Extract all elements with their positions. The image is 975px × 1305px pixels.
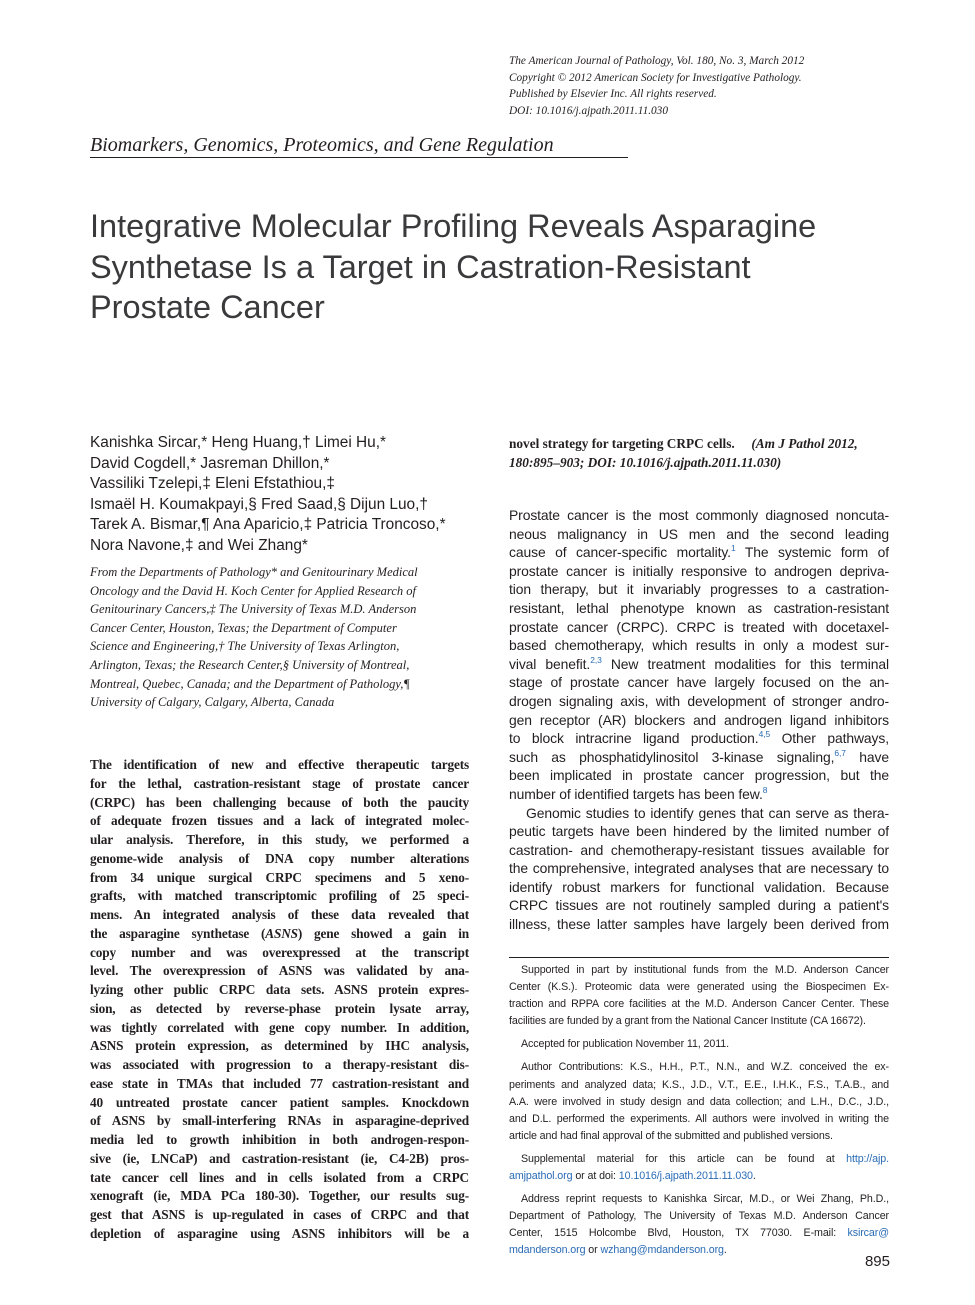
abstract-closing-text: novel strategy for targeting CRPC cells. (509, 436, 735, 451)
reference-marker[interactable]: 8 (762, 784, 768, 795)
abstract-line: xenograft (ie, MDA PCa 180-30). Together, our results sug- (90, 1188, 469, 1204)
body-line-text: such as phosphatidylinositol 3-kinase signaling, (509, 748, 835, 765)
abstract-line: The identification of new and effective therapeutic targets (90, 757, 469, 772)
body-line (509, 655, 889, 674)
body-line-text: to block intracrine ligand production. (509, 730, 759, 747)
doi-line: DOI: 10.1016/j.ajpath.2011.11.030 (509, 104, 668, 117)
body-text (509, 506, 889, 934)
abstract-line: tate cancer cell lines and in cells isolated from a CRPC (90, 1169, 469, 1185)
body-line (509, 692, 889, 711)
author-line: Kanishka Sircar,* Heng Huang,† Limei Hu,* (90, 434, 386, 451)
abstract-line: the asparagine synthetase (ASNS) gene showed a gain in (90, 925, 469, 941)
abstract-line: ease state in TMAs that included 77 castration-resistant and (90, 1075, 469, 1091)
accepted-footnote (509, 1036, 889, 1053)
body-line-text: stage of prostate cancer have largely focused on the an- (509, 674, 889, 691)
reference-marker[interactable]: 6,7 (834, 747, 846, 758)
body-line-text: prostate cancer (CRPC). CRPC is treated with docetaxel- (509, 618, 889, 635)
abstract-citation (509, 434, 889, 472)
body-line (509, 580, 889, 599)
body-line (509, 636, 889, 655)
abstract-line: mens. An integrated analysis of these data revealed that (90, 907, 469, 922)
body-line: peutic targets have been hindered by the limited number of (509, 823, 889, 840)
footnote-line: Center (K.S.). Proteomic data were generated using the Biospecimen Ex- (509, 981, 889, 994)
abstract (90, 756, 469, 1244)
article-title (90, 206, 890, 328)
page-number: 895 (864, 1253, 890, 1270)
footnote-line: traction and RPPA core facilities at the M.D. Anderson Cancer Center. These (509, 998, 889, 1011)
address-footnote (509, 1191, 889, 1259)
copyright-line: Copyright © 2012 American Society for Investigative Pathology. (509, 71, 802, 84)
body-line-text: prostate cancer is initially responsive to androgen depriva- (509, 562, 889, 579)
abstract-line: for the lethal, castration-resistant stage of prostate cancer (90, 775, 469, 791)
body-line (509, 785, 889, 804)
section-divider (90, 157, 628, 158)
author-line: David Cogdell,* Jasreman Dhillon,* (90, 454, 330, 472)
body-line-text: The systemic form of (735, 544, 889, 561)
abstract-line: (CRPC) has been challenging because of both the paucity (90, 794, 469, 810)
abstract-line: sion, as detected by reverse-phase protein lysate array, (90, 1000, 469, 1016)
affiliations (90, 563, 475, 712)
body-line-text: gen receptor (AR) blockers and androgen ligand inhibitors (509, 711, 889, 728)
reference-marker[interactable]: 1 (730, 543, 736, 554)
body-line-text: cause of cancer-specific mortality. (509, 544, 731, 561)
journal-meta (509, 53, 939, 119)
author-line: Vassiliki Tzelepi,‡ Eleni Efstathiou,‡ (90, 475, 335, 492)
body-line: illness, these latter samples have largely been derived from (509, 916, 889, 933)
email-link-zhang[interactable]: wzhang@mdanderson.org (600, 1244, 724, 1257)
footnote-line: and D.L. performed the experiments. All authors were involved in writing the (509, 1112, 889, 1125)
body-line-text: tion therapy, but it invariably progresses to a castration- (509, 581, 889, 598)
publisher-line: Published by Elsevier Inc. All rights reserved. (509, 88, 717, 101)
abstract-line: 40 untreated prostate cancer patient samples. Knockdown (90, 1094, 469, 1110)
body-line: castration- and chemotherapy-resistant tissues available for (509, 841, 889, 858)
citation-reference-continued: 180:895–903; DOI: 10.1016/j.ajpath.2011.11.030) (509, 455, 782, 470)
supplemental-text-mid: or at doi: (572, 1170, 619, 1183)
body-line-text: number of identified targets has been few. (509, 785, 763, 802)
email-link-sircar-domain[interactable]: mdanderson.org (509, 1244, 586, 1257)
footnote-line: article and had final approval of the submitted and published versions. (509, 1129, 833, 1142)
body-line-text: neous malignancy in US men and the second leading (509, 525, 889, 542)
abstract-line: gest that ASNS is up-regulated in cases of CRPC and that (90, 1207, 469, 1222)
contributions-footnote (509, 1059, 889, 1144)
body-line-text: been implicated in prostate cancer progression, but the (509, 767, 889, 784)
email-link-sircar[interactable]: ksircar@ (847, 1227, 889, 1240)
address-period: . (723, 1244, 727, 1257)
body-line (509, 525, 889, 544)
abstract-line: level. The overexpression of ASNS was validated by ana- (90, 963, 469, 979)
affiliation-line: From the Departments of Pathology* and Genitourinary Medical (90, 565, 418, 579)
body-line (509, 506, 889, 525)
supplemental-link[interactable]: http://ajp. (846, 1152, 889, 1165)
footnote-line: Supported in part by institutional funds from the M.D. Anderson Cancer (521, 964, 889, 976)
supplemental-period: . (752, 1170, 756, 1183)
doi-link[interactable]: 10.1016/j.ajpath.2011.11.030 (618, 1170, 753, 1183)
affiliation-line: Cancer Center, Houston, Texas; the Department of Computer (90, 620, 397, 635)
address-line: Center, 1515 Holcombe Blvd, Houston, TX 77030. E-mail: (509, 1227, 837, 1240)
abstract-line: ASNS protein expression, as determined by IHC analysis, (90, 1038, 469, 1054)
journal-citation: The American Journal of Pathology, Vol. 180, No. 3, March 2012 (509, 55, 805, 67)
body-line (509, 729, 889, 748)
author-line: Ismaël H. Koumakpayi,§ Fred Saad,§ Dijun Luo,† (90, 495, 428, 513)
abstract-line: sive (ie, LNCaP) and castration-resistant (ie, C4-2B) pros- (90, 1150, 469, 1166)
abstract-line: of ASNS by small-interfering RNAs in asparagine-deprived (90, 1113, 469, 1129)
title-line: Prostate Cancer (90, 289, 325, 325)
address-or: or (585, 1244, 601, 1257)
body-line-text: vival benefit. (509, 655, 591, 672)
body-line-text: have (845, 748, 889, 765)
abstract-line: was tightly correlated with gene copy number. In addition, (90, 1019, 469, 1035)
reference-marker[interactable]: 2,3 (590, 654, 602, 665)
body-line (509, 562, 889, 581)
body-line: the comprehensive, integrated analyses that are necessary to (509, 860, 889, 877)
abstract-line: lyzing other public CRPC data sets. ASNS protein expres- (90, 982, 469, 997)
affiliation-line: University of Calgary, Calgary, Alberta, Canada (90, 695, 335, 710)
footnote-divider (509, 957, 889, 958)
body-line: Genomic studies to identify genes that can serve as thera- (526, 804, 889, 821)
body-line: identify robust markers for functional validation. Because (509, 878, 889, 895)
author-line: Tarek A. Bismar,¶ Ana Aparicio,‡ Patricia Troncoso,* (90, 516, 446, 533)
address-line: Address reprint requests to Kanishka Sircar, M.D., or Wei Zhang, Ph.D., (521, 1193, 889, 1206)
footnote-line: Author Contributions: K.S., H.H., P.T., N.N., and W.Z. conceived the ex- (521, 1061, 889, 1074)
supplemental-text: Supplemental material for this article can be found at (521, 1152, 835, 1165)
abstract-line: copy number and was overexpressed at the transcript (90, 944, 469, 960)
body-line (509, 711, 889, 730)
address-line: Department of Pathology, The University of Texas M.D. Anderson Cancer (509, 1210, 889, 1223)
affiliation-line: Science and Engineering,† The University of Texas Arlington, (90, 639, 400, 654)
title-line: Integrative Molecular Profiling Reveals Asparagine (90, 208, 817, 244)
body-line-text: drogen signaling axis, with development of stronger andro- (509, 692, 889, 709)
abstract-line: of adequate frozen tissues and a lack of integrated molec- (90, 813, 469, 829)
body-line (509, 766, 889, 785)
body-line-text: based chemotherapy, which results in only a modest sur- (509, 637, 889, 654)
abstract-line: grafts, with matched transcriptomic profiling of 25 speci- (90, 888, 469, 904)
supplemental-footnote (509, 1151, 889, 1185)
funding-footnote (509, 962, 889, 1030)
author-line: Nora Navone,‡ and Wei Zhang* (90, 536, 308, 554)
author-list (90, 433, 510, 556)
abstract-line: was associated with progression to a therapy-resistant dis- (90, 1057, 469, 1072)
abstract-line: genome-wide analysis of DNA copy number alterations (90, 850, 469, 866)
affiliation-line: Arlington, Texas; the Research Center,§ University of Montreal, (90, 657, 410, 672)
body-line-text: New treatment modalities for this terminal (601, 655, 889, 672)
abstract-line: ular analysis. Therefore, in this study, we performed a (90, 832, 469, 847)
body-line (509, 748, 889, 767)
body-line-text: resistant, lethal phenotype known as castration-resistant (509, 599, 889, 616)
footnotes (509, 962, 889, 1266)
abstract-line: media led to growth inhibition in both androgen-respon- (90, 1132, 469, 1147)
supplemental-link-continued[interactable]: amjpathol.org (509, 1170, 573, 1183)
body-line (509, 599, 889, 618)
body-line (509, 618, 889, 637)
section-heading: Biomarkers, Genomics, Proteomics, and Gene Regulation (90, 134, 554, 156)
footnote-line: periments and analyzed data; K.S., J.D., V.T., E.E., I.H.K., F.S., T.A.B., and (509, 1078, 889, 1091)
body-line: CRPC tissues are not routinely sampled during a patient's (509, 897, 889, 914)
affiliation-line: Genitourinary Cancers,‡ The University of Texas M.D. Anderson (90, 602, 417, 617)
abstract-line: depletion of asparagine using ASNS inhibitors will be a (90, 1225, 469, 1241)
gene-symbol: ASNS (265, 925, 298, 941)
footnote-line: A.A. were involved in study design and data collection; and L.H., D.C., J.D., (509, 1095, 889, 1108)
accepted-date: Accepted for publication November 11, 2011. (521, 1038, 729, 1051)
body-line-text: Prostate cancer is the most commonly diagnosed noncuta- (509, 507, 889, 523)
footnote-line: facilities are funded by a grant from the National Cancer Institute (CA 16672). (509, 1015, 866, 1028)
reference-marker[interactable]: 4,5 (758, 729, 771, 740)
abstract-line: from 34 unique surgical CRPC specimens and 5 xeno- (90, 869, 469, 885)
body-line (509, 543, 889, 562)
body-line (509, 673, 889, 692)
title-line: Synthetase Is a Target in Castration-Resistant (90, 248, 751, 285)
affiliation-line: Montreal, Quebec, Canada; and the Department of Pathology,¶ (90, 676, 410, 691)
affiliation-line: Oncology and the David H. Koch Center for Applied Research of (90, 583, 416, 598)
citation-reference: (Am J Pathol 2012, (751, 436, 858, 451)
body-line-text: Other pathways, (770, 730, 889, 747)
